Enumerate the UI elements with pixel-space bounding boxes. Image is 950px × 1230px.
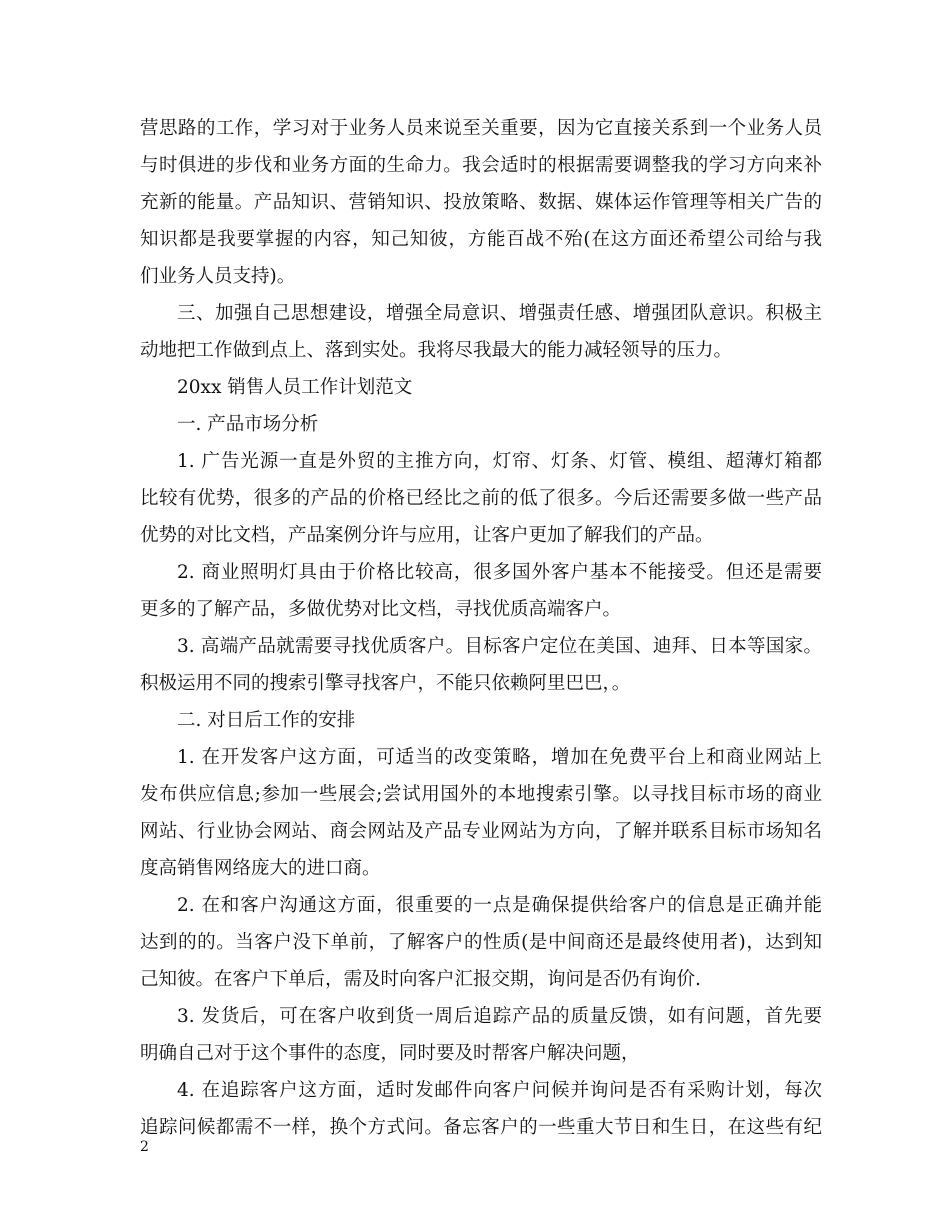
text-line: 更多的了解产品，多做优势对比文档，寻找优质高端客户。 — [140, 599, 622, 620]
text-line: 追踪问候都需不一样，换个方式问。备忘客户的一些重大节日和生日，在这些有纪 — [140, 1117, 822, 1138]
text-line: 营思路的工作，学习对于业务人员来说至关重要，因为它直接关系到一个业务人员 — [140, 118, 822, 139]
text-line: 充新的能量。产品知识、营销知识、投放策略、数据、媒体运作管理等相关广告的 — [140, 192, 822, 213]
text-line: 2. 在和客户沟通这方面，很重要的一点是确保提供给客户的信息是正确并能 — [177, 895, 822, 916]
text-line: 4. 在追踪客户这方面，适时发邮件向客户问候并询问是否有采购计划，每次 — [177, 1080, 822, 1101]
text-line: 三、加强自己思想建设，增强全局意识、增强责任感、增强团队意识。积极主 — [177, 303, 822, 324]
text-line: 网站、行业协会网站、商会网站及产品专业网站为方向，了解并联系目标市场知名 — [140, 821, 822, 842]
text-line: 3. 发货后，可在客户收到货一周后追踪产品的质量反馈，如有问题，首先要 — [177, 1006, 822, 1027]
text-line: 二. 对日后工作的安排 — [177, 710, 356, 731]
text-line: 动地把工作做到点上、落到实处。我将尽我最大的能力减轻领导的压力。 — [140, 340, 733, 361]
text-line: 们业务人员支持)。 — [140, 266, 296, 287]
text-line: 1. 在开发客户这方面，可适当的改变策略，增加在免费平台上和商业网站上 — [177, 747, 822, 768]
text-line: 优势的对比文档，产品案例分许与应用，让客户更加了解我们的产品。 — [140, 525, 714, 546]
text-line: 明确自己对于这个事件的态度，同时要及时帮客户解决问题， — [140, 1043, 640, 1064]
text-line: 己知彼。在客户下单后，需及时向客户汇报交期，询问是否仍有询价. — [140, 969, 701, 990]
page-number: 2 — [140, 1139, 149, 1155]
text-line: 2. 商业照明灯具由于价格比较高，很多国外客户基本不能接受。但还是需要 — [177, 562, 822, 583]
text-line: 比较有优势，很多的产品的价格已经比之前的低了很多。今后还需要多做一些产品 — [140, 488, 822, 509]
document-body — [140, 110, 822, 1146]
text-line: 达到的的。当客户没下单前，了解客户的性质(是中间商还是最终使用者)，达到知 — [140, 932, 822, 953]
text-line: 积极运用不同的搜索引擎寻找客户，不能只依赖阿里巴巴，。 — [140, 673, 631, 694]
text-line: 20xx 销售人员工作计划范文 — [177, 377, 413, 398]
text-line: 度高销售网络庞大的进口商。 — [140, 858, 381, 879]
text-line: 知识都是我要掌握的内容，知己知彼，方能百战不殆(在这方面还希望公司给与我 — [140, 229, 822, 250]
text-line: 与时俱进的步伐和业务方面的生命力。我会适时的根据需要调整我的学习方向来补 — [140, 155, 822, 176]
text-line: 3. 高端产品就需要寻找优质客户。目标客户定位在美国、迪拜、日本等国家。 — [177, 636, 822, 657]
text-line: 1. 广告光源一直是外贸的主推方向，灯帘、灯条、灯管、模组、超薄灯箱都 — [177, 451, 822, 472]
text-line: 发布供应信息;参加一些展会;尝试用国外的本地搜索引擎。以寻找目标市场的商业 — [140, 784, 822, 805]
text-line: 一. 产品市场分析 — [177, 414, 319, 435]
